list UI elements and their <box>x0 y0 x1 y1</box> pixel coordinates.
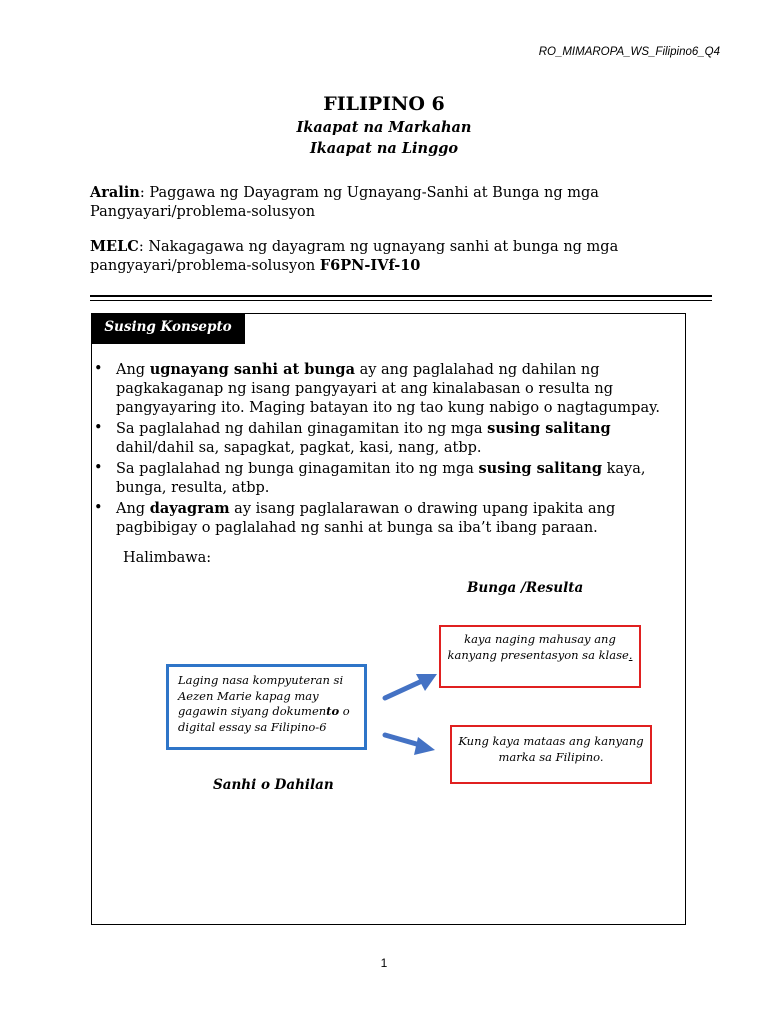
diagram-arrows <box>370 660 450 760</box>
cause-text-end: o digital essay sa Filipino-6 <box>178 704 350 734</box>
effect-1-text: kaya naging mahusay ang kanyang presentasyon sa klase <box>447 632 629 662</box>
bullet-text: kaya, bunga, resulta, atbp. <box>116 461 646 496</box>
bullet-marker: • <box>94 500 103 516</box>
melc-paragraph <box>90 238 710 275</box>
bullet-text: dahil/dahil sa, sapagkat, pagkat, kasi, nang, atbp. <box>116 440 482 456</box>
bullet-text: Ang <box>116 362 150 378</box>
arrow-to-effect-1-icon <box>385 674 437 698</box>
konsepto-bullet-list <box>92 360 672 539</box>
bullet-marker: • <box>94 361 103 377</box>
quarter-subtitle: Ikaapat na Markahan <box>296 119 472 136</box>
bullet-item <box>92 459 672 498</box>
cause-text: Laging nasa kompyuteran si Aezen Marie kapag may gagawin siyang dokumen <box>178 673 344 718</box>
aralin-label: Aralin <box>90 184 140 201</box>
aralin-text: : Paggawa ng Dayagram ng Ugnayang-Sanhi at Bunga ng mga Pangyayari/problema-solusyon <box>90 185 599 220</box>
melc-text: : Nakagagawa ng dayagram ng ugnayang sanhi at bunga ng mga pangyayari/problema-solusyon <box>90 239 619 274</box>
melc-label: MELC <box>90 238 139 255</box>
bullet-keyword: susing salitang <box>478 460 602 477</box>
bullet-item <box>92 419 672 458</box>
bullet-marker: • <box>94 460 103 476</box>
week-subtitle: Ikaapat na Linggo <box>309 140 459 157</box>
bullet-marker: • <box>94 420 103 436</box>
sanhi-dahilan-label: Sanhi o Dahilan <box>213 777 334 793</box>
bullet-keyword: dayagram <box>149 500 230 517</box>
effect-box-2 <box>450 725 652 784</box>
divider-thin <box>90 300 712 301</box>
document-code: RO_MIMAROPA_WS_Filipino6_Q4 <box>538 46 720 58</box>
bullet-text: ay ang paglalahad ng dahilan ng pagkakaganap ng isang pangyayari at ang kinalabasan o resulta ng pangyayaring ito. Maging batayan ito ng tao kung nabigo o nagtagumpay. <box>116 362 660 416</box>
page-number: 1 <box>380 956 388 970</box>
susing-konsepto-tab: Susing Konsepto <box>91 313 245 344</box>
bullet-text: Ang <box>116 501 150 517</box>
bullet-item <box>92 360 672 418</box>
bunga-resulta-label: Bunga /Resulta <box>467 580 584 596</box>
bullet-keyword: ugnayang sanhi at bunga <box>149 361 355 378</box>
bullet-text: Sa paglalahad ng dahilan ginagamitan ito ng mga <box>116 421 488 437</box>
cause-box <box>166 664 367 750</box>
bullet-item <box>92 499 672 538</box>
bullet-text: Sa paglalahad ng bunga ginagamitan ito ng mga <box>116 461 479 477</box>
divider-thick <box>90 295 712 297</box>
halimbawa-label: Halimbawa: <box>123 550 212 566</box>
bullet-keyword: susing salitang <box>487 420 611 437</box>
effect-2-text: Kung kaya mataas ang kanyang marka sa Filipino. <box>458 734 644 764</box>
melc-code: F6PN-IVf-10 <box>319 256 421 274</box>
bullet-text: ay isang paglalarawan o drawing upang ipakita ang pagbibigay o paglalahad ng sanhi at bunga sa iba’t ibang paraan. <box>116 501 616 536</box>
effect-1-trail: . <box>628 647 633 662</box>
aralin-paragraph <box>90 184 710 221</box>
cause-text-bold: to <box>326 704 340 718</box>
arrow-to-effect-2-icon <box>385 735 435 755</box>
page-title: FILIPINO 6 <box>323 93 445 115</box>
effect-box-1 <box>439 625 641 688</box>
